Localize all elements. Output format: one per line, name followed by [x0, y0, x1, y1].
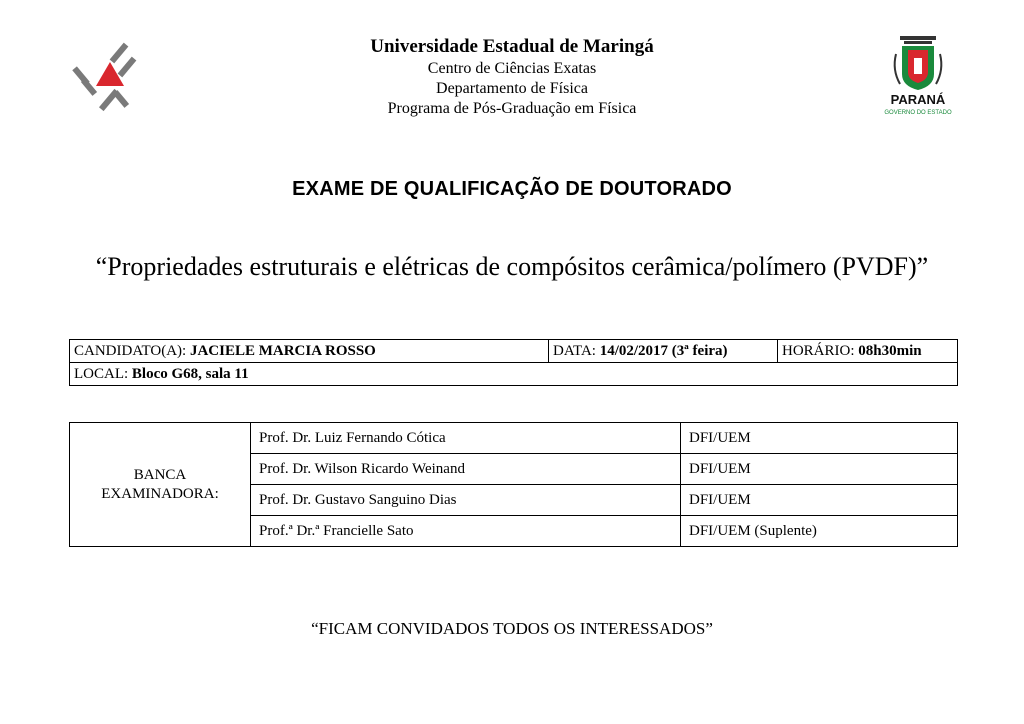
- candidate-label: CANDIDATO(A):: [74, 342, 187, 359]
- parana-logo-sublabel: GOVERNO DO ESTADO: [884, 110, 952, 116]
- member-name: Prof. Dr. Luiz Fernando Cótica: [251, 423, 681, 454]
- member-name: Prof.ª Dr.ª Francielle Sato: [251, 516, 681, 547]
- exam-info-table: [69, 339, 958, 386]
- board-label-line1: BANCA: [133, 466, 187, 483]
- member-institution: DFI/UEM: [681, 454, 958, 485]
- location-cell: [70, 363, 958, 386]
- department-name: Departamento de Física: [436, 80, 588, 97]
- table-row: [70, 423, 958, 454]
- candidate-cell: [70, 340, 549, 363]
- date-cell: [549, 340, 778, 363]
- thesis-title: “Propriedades estruturais e elétricas de compósitos cerâmica/polímero (PVDF)”: [95, 252, 929, 281]
- board-label-cell: [70, 423, 251, 547]
- member-institution: DFI/UEM: [681, 423, 958, 454]
- date-label: DATA:: [553, 342, 596, 359]
- parana-government-logo: [870, 34, 966, 122]
- university-name: Universidade Estadual de Maringá: [370, 36, 654, 57]
- member-institution: DFI/UEM (Suplente): [681, 516, 958, 547]
- center-name: Centro de Ciências Exatas: [427, 60, 597, 77]
- member-institution: DFI/UEM: [681, 485, 958, 516]
- invitation-text: “FICAM CONVIDADOS TODOS OS INTERESSADOS”: [311, 619, 713, 638]
- location-value: Bloco G68, sala 11: [131, 365, 249, 382]
- exam-title: EXAME DE QUALIFICAÇÃO DE DOUTORADO: [292, 178, 732, 200]
- member-name: Prof. Dr. Gustavo Sanguino Dias: [251, 485, 681, 516]
- examination-board-table: [69, 422, 958, 547]
- program-name: Programa de Pós-Graduação em Física: [387, 100, 637, 117]
- time-value: 08h30min: [858, 342, 922, 359]
- member-name: Prof. Dr. Wilson Ricardo Weinand: [251, 454, 681, 485]
- date-value: 14/02/2017 (3ª feira): [599, 342, 728, 359]
- uem-logo: [72, 38, 144, 114]
- time-label: HORÁRIO:: [782, 342, 855, 359]
- location-label: LOCAL:: [74, 365, 129, 382]
- time-cell: [778, 340, 958, 363]
- parana-logo-label: PARANÁ: [890, 92, 946, 107]
- board-label-line2: EXAMINADORA:: [101, 485, 219, 502]
- candidate-value: JACIELE MARCIA ROSSO: [189, 342, 376, 359]
